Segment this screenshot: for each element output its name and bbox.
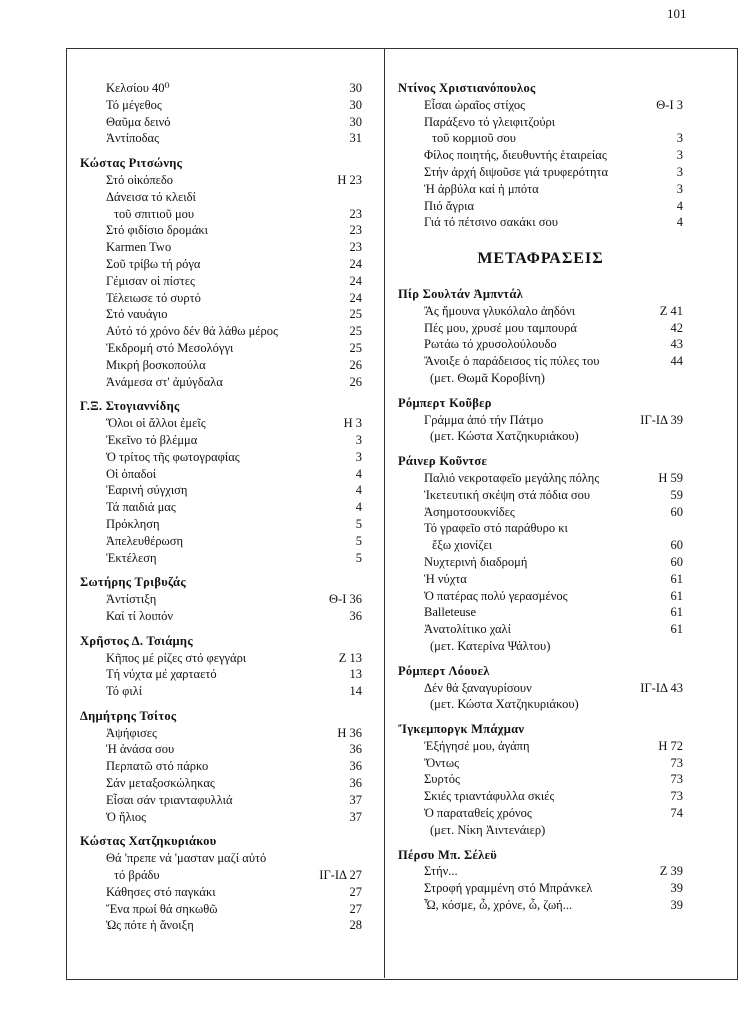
entry-title: Ἐξήγησέ μου, ἀγάπη xyxy=(424,738,530,753)
entry-reference: 60 xyxy=(670,538,683,553)
index-entry xyxy=(398,863,683,880)
entry-title: Ὦ, κόσμε, ὦ, χρόνε, ὦ, ζωή... xyxy=(424,898,573,913)
index-entry xyxy=(80,239,362,256)
entry-title: Τό γραφεῖο στό παράθυρο κι xyxy=(424,521,568,536)
entry-title: Τά παιδιά μας xyxy=(106,500,176,515)
entry-title: Στήν ἀρχή διψοῦσε γιά τρυφερότητα xyxy=(424,164,609,179)
entry-title: ἔξω χιονίζει xyxy=(432,538,493,553)
entry-title: Δάνεισα τό κλειδί xyxy=(106,189,196,204)
entry-reference xyxy=(356,189,362,206)
entry-title: Μικρή βοσκοπούλα xyxy=(106,357,206,372)
index-entry xyxy=(398,198,683,215)
entry-title: Κελσίου 40⁰ xyxy=(106,81,170,95)
entry-reference: ΙΓ-ΙΔ 39 xyxy=(640,412,683,427)
index-entry xyxy=(80,666,362,683)
entry-reference: 3 xyxy=(355,432,362,447)
author-name: Κώστας Χατζηκυριάκου xyxy=(80,834,217,849)
entry-title: Τέλειωσε τό συρτό xyxy=(106,290,201,305)
index-entry xyxy=(398,412,683,429)
entry-title: Τό φιλί xyxy=(106,684,143,699)
index-entry xyxy=(80,374,362,391)
entry-reference: 36 xyxy=(349,742,362,757)
entry-title: Ὄντως xyxy=(424,755,460,770)
author-section xyxy=(80,708,362,826)
entry-reference: Ζ 13 xyxy=(338,650,362,665)
entry-title: Ἄς ἤμουνα γλυκόλαλο ἀηδόνι xyxy=(424,303,576,318)
index-entry xyxy=(398,320,683,337)
entry-title: Karmen Two xyxy=(106,240,172,255)
entry-reference: 36 xyxy=(349,759,362,774)
entry-reference: 31 xyxy=(349,131,362,146)
entry-reference: 3 xyxy=(676,181,683,196)
index-entry xyxy=(398,504,683,521)
entry-title: Παράξενο τό γλειφιτζούρι xyxy=(424,114,556,129)
entry-title: Κάθησες στό παγκάκι xyxy=(106,884,216,899)
entry-reference: Ζ 39 xyxy=(659,864,683,879)
entry-title: Νυχτερινή διαδρομή xyxy=(424,554,528,569)
entry-reference: Η 3 xyxy=(343,416,362,431)
entry-reference: 26 xyxy=(349,374,362,389)
entry-title: Φίλος ποιητής, διευθυντής ἑταιρείας xyxy=(424,148,607,163)
index-entry xyxy=(80,850,362,867)
index-entry xyxy=(80,591,362,608)
entry-reference: 24 xyxy=(349,273,362,288)
author-name: Ντίνος Χριστιανόπουλος xyxy=(398,81,536,95)
author-name: Ἴγκεμποργκ Μπάχμαν xyxy=(398,722,525,737)
entry-title: Εἶσαι ὡραῖος στίχος xyxy=(424,97,526,112)
entry-title: Εἶσαι σάν τριανταφυλλιά xyxy=(106,792,233,807)
index-entry xyxy=(80,650,362,667)
section-heading-translations: ΜΕΤΑΦΡΑΣΕΙΣ xyxy=(477,250,604,268)
index-entry xyxy=(80,917,362,934)
entry-reference: 27 xyxy=(349,901,362,916)
index-entry xyxy=(80,901,362,918)
author-name: Κώστας Ριτσώνης xyxy=(80,156,183,171)
translator-credit: (μετ. Θωμᾶ Κοροβίνη) xyxy=(430,370,545,385)
index-entry xyxy=(398,336,683,353)
entry-title: Καί τί λοιπόν xyxy=(106,608,173,623)
index-entry xyxy=(398,164,683,181)
author-section xyxy=(80,574,362,624)
author-section xyxy=(398,721,683,839)
entry-title: Ὡς πότε ἡ ἄνοιξη xyxy=(106,918,194,933)
entry-title: τοῦ κορμιοῦ σου xyxy=(432,131,516,146)
entry-title: Ἡ νύχτα xyxy=(424,571,467,586)
entry-reference: 4 xyxy=(676,215,683,230)
column-divider xyxy=(384,48,385,978)
entry-title: Πρόκληση xyxy=(106,516,160,531)
index-entry xyxy=(80,415,362,432)
index-entry xyxy=(398,805,683,822)
entry-title: Ἀνάμεσα στ' ἀμύγδαλα xyxy=(106,374,223,389)
entry-reference: 3 xyxy=(676,164,683,179)
entry-title: Ὁ παραταθείς χρόνος xyxy=(424,806,532,821)
entry-title: Ἐκεῖνο τό βλέμμα xyxy=(106,432,198,447)
entry-reference: 4 xyxy=(676,198,683,213)
entry-reference: 61 xyxy=(670,571,683,586)
entry-reference: 14 xyxy=(349,684,362,699)
entry-title: Αὐτό τό χρόνο δέν θά λάθω μέρος xyxy=(106,324,278,339)
index-entry xyxy=(80,449,362,466)
index-entry xyxy=(80,432,362,449)
entry-reference: 73 xyxy=(670,772,683,787)
translator-credit: (μετ. Κώστα Χατζηκυριάκου) xyxy=(430,697,579,712)
entry-reference: 37 xyxy=(349,809,362,824)
author-section xyxy=(80,833,362,934)
author-section xyxy=(398,286,683,387)
entry-title: Κῆπος μέ ρίζες στό φεγγάρι xyxy=(106,650,247,665)
index-entry xyxy=(80,340,362,357)
entry-title: Ἐκδρομή στό Μεσολόγγι xyxy=(106,340,234,355)
entry-reference: 36 xyxy=(349,608,362,623)
entry-title: Ἀσημοτσουκνίδες xyxy=(424,504,515,519)
index-entry xyxy=(80,550,362,567)
entry-title: τό βράδυ xyxy=(114,868,160,883)
entry-title: Τή νύχτα μέ χαρταετό xyxy=(106,667,217,682)
index-entry xyxy=(80,683,362,700)
entry-reference: Θ-Ι 3 xyxy=(656,97,683,112)
index-entry xyxy=(398,487,683,504)
entry-title: Γράμμα ἀπό τήν Πάτμο xyxy=(424,412,544,427)
entry-reference: 25 xyxy=(349,340,362,355)
entry-reference: 61 xyxy=(670,605,683,620)
index-entry xyxy=(80,273,362,290)
entry-reference: 36 xyxy=(349,776,362,791)
entry-title: Ὁ ἥλιος xyxy=(106,809,147,824)
entry-title: Πιό ἄγρια xyxy=(424,198,474,213)
entry-reference: ΙΓ-ΙΔ 27 xyxy=(319,868,362,883)
entry-title: Ἀντίποδας xyxy=(106,131,160,146)
entry-title: Ἐαρινή σύγχιση xyxy=(106,483,188,498)
entry-reference xyxy=(677,114,683,131)
entry-title: Ἀντίστιξη xyxy=(106,592,157,607)
author-name: Γ.Ξ. Στογιαννίδης xyxy=(80,399,180,414)
entry-reference: 61 xyxy=(670,588,683,603)
index-entry xyxy=(398,880,683,897)
entry-reference: 27 xyxy=(349,884,362,899)
index-entry xyxy=(398,621,683,638)
entry-reference: 4 xyxy=(355,483,362,498)
index-entry xyxy=(80,775,362,792)
index-entry xyxy=(80,884,362,901)
index-entry xyxy=(80,97,362,114)
entry-reference: 73 xyxy=(670,755,683,770)
index-entry xyxy=(80,290,362,307)
entry-title: Ὁ τρίτος τῆς φωτογραφίας xyxy=(106,449,240,464)
entry-reference: 30 xyxy=(349,81,362,95)
entry-reference: 28 xyxy=(349,918,362,933)
entry-reference xyxy=(356,850,362,867)
index-entry xyxy=(398,788,683,805)
entry-title: Ρωτάω τό χρυσολούλουδο xyxy=(424,337,557,352)
entry-title: Ἕνα πρωί θά σηκωθῶ xyxy=(106,901,218,916)
entry-reference: 37 xyxy=(349,792,362,807)
entry-reference: 25 xyxy=(349,307,362,322)
entry-reference: 23 xyxy=(349,206,362,221)
index-entry xyxy=(80,130,362,147)
index-entry xyxy=(80,608,362,625)
index-entry xyxy=(398,738,683,755)
index-entry xyxy=(80,306,362,323)
entry-title: Στήν... xyxy=(424,864,458,879)
entry-title: Περπατῶ στό πάρκο xyxy=(106,759,209,774)
entry-title: Γέμισαν οἱ πίστες xyxy=(106,273,195,288)
author-name: Πέρσυ Μπ. Σέλεϋ xyxy=(398,847,498,862)
entry-title: Θαῦμα δεινό xyxy=(106,114,171,129)
author-name: Πίρ Σουλτάν Ἀμπντάλ xyxy=(398,286,524,301)
index-entry xyxy=(80,516,362,533)
index-entry xyxy=(80,222,362,239)
entry-title: Σάν μεταξοσκώληκας xyxy=(106,776,215,791)
index-entry xyxy=(398,114,683,131)
index-entry xyxy=(80,189,362,206)
entry-title: Πές μου, χρυσέ μου ταμπουρά xyxy=(424,320,577,335)
entry-title: Θά 'πρεπε νά 'μασταν μαζί αὐτό xyxy=(106,851,267,866)
entry-reference: 25 xyxy=(349,324,362,339)
entry-reference: ΙΓ-ΙΔ 43 xyxy=(640,680,683,695)
author-section xyxy=(398,663,683,713)
index-entry xyxy=(398,771,683,788)
index-entry xyxy=(398,537,683,554)
entry-title: Στό οἰκόπεδο xyxy=(106,172,174,187)
index-entry xyxy=(80,809,362,826)
entry-reference: 74 xyxy=(670,806,683,821)
author-name: Ρόμπερτ Κοῦβερ xyxy=(398,395,492,410)
entry-reference: 23 xyxy=(349,240,362,255)
entry-title: Ἡ ἀρβύλα καί ἡ μπότα xyxy=(424,181,539,196)
index-entry xyxy=(80,114,362,131)
entry-reference: 42 xyxy=(670,320,683,335)
index-entry xyxy=(80,725,362,742)
entry-reference: Θ-Ι 36 xyxy=(329,592,362,607)
entry-title: Γιά τό πέτσινο σακάκι σου xyxy=(424,215,558,230)
entry-title: Στροφή γραμμένη στό Μπράνκελ xyxy=(424,881,593,896)
author-section xyxy=(80,80,362,147)
entry-title: Παλιό νεκροταφεῖο μεγάλης πόλης xyxy=(424,470,600,485)
entry-title: Στό φιδίσιο δρομάκι xyxy=(106,223,209,238)
page-number: 101 xyxy=(667,6,687,21)
entry-reference: 23 xyxy=(349,223,362,238)
entry-reference: 3 xyxy=(676,148,683,163)
entry-reference: 4 xyxy=(355,466,362,481)
entry-title: Ὅλοι οἱ ἄλλοι ἐμεῖς xyxy=(106,416,206,431)
entry-reference: 61 xyxy=(670,622,683,637)
index-entry xyxy=(80,323,362,340)
translator-credit: (μετ. Νίκη Ἀιντενάιερ) xyxy=(430,822,546,837)
entry-reference: Η 36 xyxy=(337,725,362,740)
index-entry xyxy=(398,353,683,370)
translator-credit: (μετ. Κώστα Χατζηκυριάκου) xyxy=(430,429,579,444)
entry-title: Ἱκετευτική σκέψη στά πόδια σου xyxy=(424,487,591,502)
index-entry xyxy=(398,181,683,198)
entry-reference: 59 xyxy=(670,487,683,502)
entry-reference: 60 xyxy=(670,554,683,569)
entry-title: Balleteuse xyxy=(424,605,477,620)
entry-title: Σκιές τριαντάφυλλα σκιές xyxy=(424,789,555,804)
index-entry xyxy=(80,482,362,499)
index-entry xyxy=(398,130,683,147)
entry-title: Ἐκτέλεση xyxy=(106,550,157,565)
index-entry xyxy=(398,755,683,772)
author-name: Ρόμπερτ Λόουελ xyxy=(398,663,490,678)
index-entry xyxy=(398,303,683,320)
entry-reference: 4 xyxy=(355,500,362,515)
entry-title: Στό ναυάγιο xyxy=(106,307,168,322)
index-entry xyxy=(398,214,683,231)
author-name: Χρῆστος Δ. Τσιάμης xyxy=(80,633,193,648)
entry-reference: 5 xyxy=(355,550,362,565)
author-section xyxy=(80,398,362,566)
index-entry xyxy=(398,147,683,164)
entry-title: Ὁ πατέρας πολύ γερασμένος xyxy=(424,588,568,603)
right-column xyxy=(398,80,683,922)
index-entry xyxy=(80,533,362,550)
index-entry xyxy=(80,466,362,483)
index-entry xyxy=(398,897,683,914)
entry-title: τοῦ σπιτιοῦ μου xyxy=(114,206,195,221)
entry-reference: 39 xyxy=(670,898,683,913)
index-entry xyxy=(80,172,362,189)
entry-reference: 60 xyxy=(670,504,683,519)
entry-reference: 30 xyxy=(349,97,362,112)
index-entry xyxy=(80,206,362,223)
author-section xyxy=(398,80,683,231)
author-name: Ράινερ Κοῦντσε xyxy=(398,454,488,469)
entry-reference: 3 xyxy=(676,131,683,146)
entry-reference: Η 59 xyxy=(658,470,683,485)
entry-reference: 5 xyxy=(355,516,362,531)
entry-reference: 43 xyxy=(670,337,683,352)
entry-reference: 44 xyxy=(670,354,683,369)
index-entry xyxy=(80,867,362,884)
entry-title: Συρτός xyxy=(424,772,460,787)
index-entry xyxy=(398,604,683,621)
entry-reference: 24 xyxy=(349,290,362,305)
entry-title: Τό μέγεθος xyxy=(106,97,162,112)
author-section xyxy=(398,395,683,445)
entry-reference: 26 xyxy=(349,357,362,372)
entry-title: Ἀπελευθέρωση xyxy=(106,533,184,548)
entry-title: Σοῦ τρίβω τή ρόγα xyxy=(106,256,201,271)
entry-reference: Η 23 xyxy=(337,172,362,187)
index-entry xyxy=(398,470,683,487)
entry-reference: Ζ 41 xyxy=(659,303,683,318)
entry-title: Ἀνατολίτικο χαλί xyxy=(424,622,511,637)
index-entry xyxy=(80,80,362,97)
entry-reference: 30 xyxy=(349,114,362,129)
entry-reference: 24 xyxy=(349,256,362,271)
index-entry xyxy=(80,792,362,809)
entry-reference: 39 xyxy=(670,881,683,896)
index-entry xyxy=(80,499,362,516)
author-section xyxy=(80,155,362,390)
entry-reference: 13 xyxy=(349,667,362,682)
author-name: Σωτήρης Τριβυζάς xyxy=(80,575,186,590)
left-column xyxy=(80,80,362,942)
index-entry xyxy=(398,680,683,697)
entry-reference: 3 xyxy=(355,449,362,464)
author-section xyxy=(398,847,683,914)
entry-reference xyxy=(677,520,683,537)
author-name: Δημήτρης Τσίτος xyxy=(80,708,177,723)
index-entry xyxy=(80,758,362,775)
index-entry xyxy=(398,571,683,588)
index-entry xyxy=(398,520,683,537)
author-section xyxy=(398,453,683,655)
index-entry xyxy=(80,256,362,273)
entry-title: Δέν θά ξαναγυρίσουν xyxy=(424,680,532,695)
index-entry xyxy=(80,357,362,374)
index-entry xyxy=(398,588,683,605)
entry-title: Ἄνοιξε ὁ παράδεισος τίς πύλες του xyxy=(424,354,600,369)
entry-reference: 73 xyxy=(670,789,683,804)
entry-title: Ἀψήφισες xyxy=(106,725,157,740)
index-entry xyxy=(80,741,362,758)
entry-reference: 5 xyxy=(355,533,362,548)
index-entry xyxy=(398,554,683,571)
translator-credit: (μετ. Κατερίνα Ψάλτου) xyxy=(430,638,551,653)
index-entry xyxy=(398,97,683,114)
author-section xyxy=(80,633,362,700)
entry-reference: Η 72 xyxy=(658,738,683,753)
entry-title: Ἡ ἀνάσα σου xyxy=(106,742,175,757)
entry-title: Οἱ ὀπαδοί xyxy=(106,466,157,481)
